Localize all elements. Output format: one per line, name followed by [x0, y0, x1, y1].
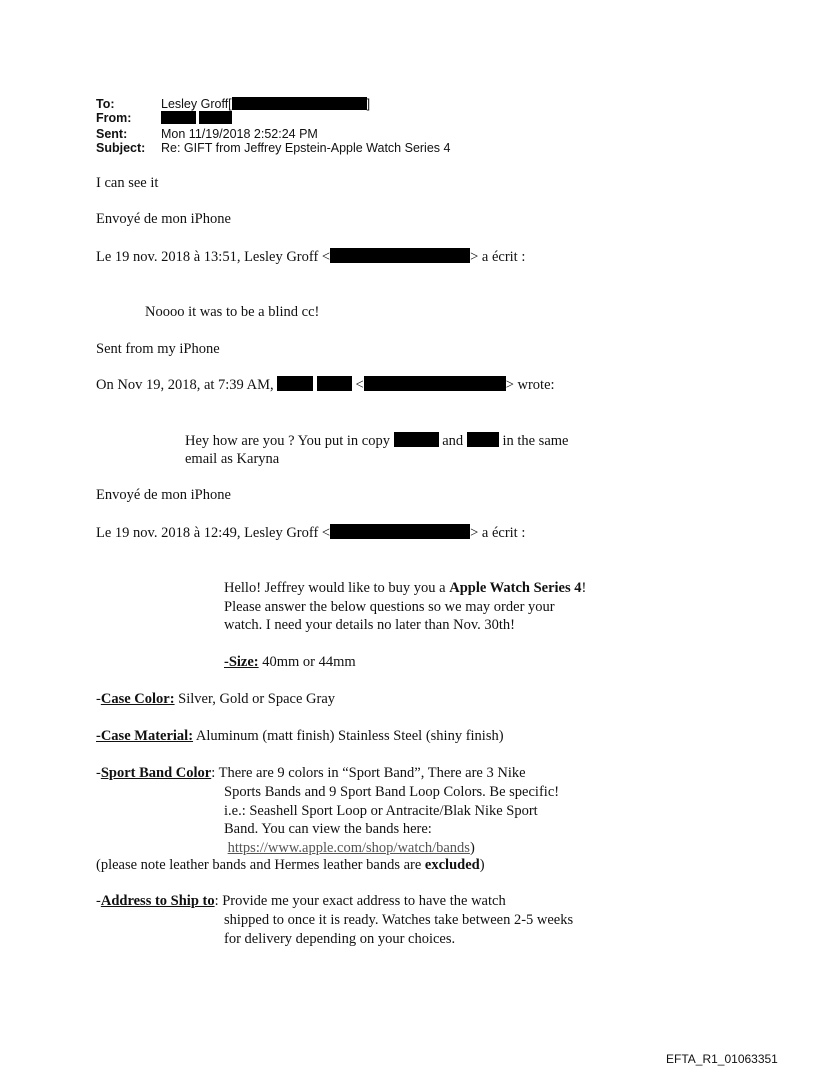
- nooo-text: Noooo it was to be a blind cc!: [145, 304, 320, 320]
- sport-band-details: Sports Bands and 9 Sport Band Loop Colors. Be specific! i.e.: Seashell Sport Loop or Antracite/Blak Nike Sport Band. You can view the bands here: https://www.apple.com/shop/watch/bands): [224, 784, 560, 857]
- signature-2: Sent from my iPhone: [96, 341, 220, 357]
- excluded-bold: excluded: [424, 857, 480, 873]
- case-material-label: -Case Material:: [96, 728, 194, 744]
- subject-label: Subject:: [96, 141, 146, 155]
- bands-link[interactable]: https://www.apple.com/shop/watch/bands: [227, 840, 470, 857]
- redaction-block: [317, 376, 352, 391]
- hey-line-2: email as Karyna: [185, 451, 280, 467]
- redaction-block: [330, 248, 470, 263]
- redaction-block: [330, 524, 470, 539]
- subject-value: Re: GIFT from Jeffrey Epstein-Apple Watch Series 4: [161, 141, 451, 155]
- from-value: [161, 111, 232, 125]
- redaction-block: [232, 97, 367, 110]
- address-line: -Address to Ship to: Provide me your exact address to have the watch: [96, 893, 506, 909]
- size-line: -Size: 40mm or 44mm: [224, 654, 356, 670]
- quote-header-1: Le 19 nov. 2018 à 13:51, Lesley Groff < > a écrit :: [96, 249, 526, 265]
- quote-header-2: On Nov 19, 2018, at 7:39 AM, < > wrote:: [96, 377, 555, 393]
- redaction-block: [277, 376, 313, 391]
- size-label: -Size:: [224, 654, 259, 670]
- sport-band-label: Sport Band Color: [100, 765, 212, 781]
- signature-3: Envoyé de mon iPhone: [96, 487, 231, 503]
- email-header: [96, 97, 596, 157]
- redaction-block: [199, 111, 232, 124]
- to-label: To:: [96, 97, 115, 111]
- redaction-block: [364, 376, 506, 391]
- quote-header-3: Le 19 nov. 2018 à 12:49, Lesley Groff < > a écrit :: [96, 525, 526, 541]
- document-id: EFTA_R1_01063351: [666, 1052, 778, 1066]
- address-details: shipped to once it is ready. Watches take between 2-5 weeks for delivery depending on your choices.: [224, 912, 574, 947]
- hey-line-1: Hey how are you ? You put in copy and in the same: [185, 433, 569, 449]
- sent-value: Mon 11/19/2018 2:52:24 PM: [161, 127, 318, 141]
- body-line-1: I can see it: [96, 175, 159, 191]
- address-label: Address to Ship to: [100, 893, 215, 909]
- signature-1: Envoyé de mon iPhone: [96, 211, 231, 227]
- redaction-block: [467, 432, 499, 447]
- redaction-block: [161, 111, 196, 124]
- case-color-line: -Case Color: Silver, Gold or Space Gray: [96, 691, 336, 707]
- sent-label: Sent:: [96, 127, 128, 141]
- case-color-label: Case Color:: [100, 691, 175, 707]
- exclusion-note: (please note leather bands and Hermes leather bands are excluded): [96, 857, 485, 873]
- to-value: Lesley Groff[ ]: [161, 97, 371, 111]
- apple-watch-bold: Apple Watch Series 4: [449, 580, 582, 596]
- redaction-block: [394, 432, 439, 447]
- sport-band-line: -Sport Band Color: There are 9 colors in “Sport Band”, There are 3 Nike: [96, 765, 526, 781]
- case-material-line: -Case Material: Aluminum (matt finish) Stainless Steel (shiny finish): [96, 728, 504, 744]
- hello-paragraph: Hello! Jeffrey would like to buy you a Apple Watch Series 4! Please answer the below questions so we may order your watch. I need your details no later than Nov. 30th!: [224, 580, 587, 634]
- from-label: From:: [96, 111, 132, 125]
